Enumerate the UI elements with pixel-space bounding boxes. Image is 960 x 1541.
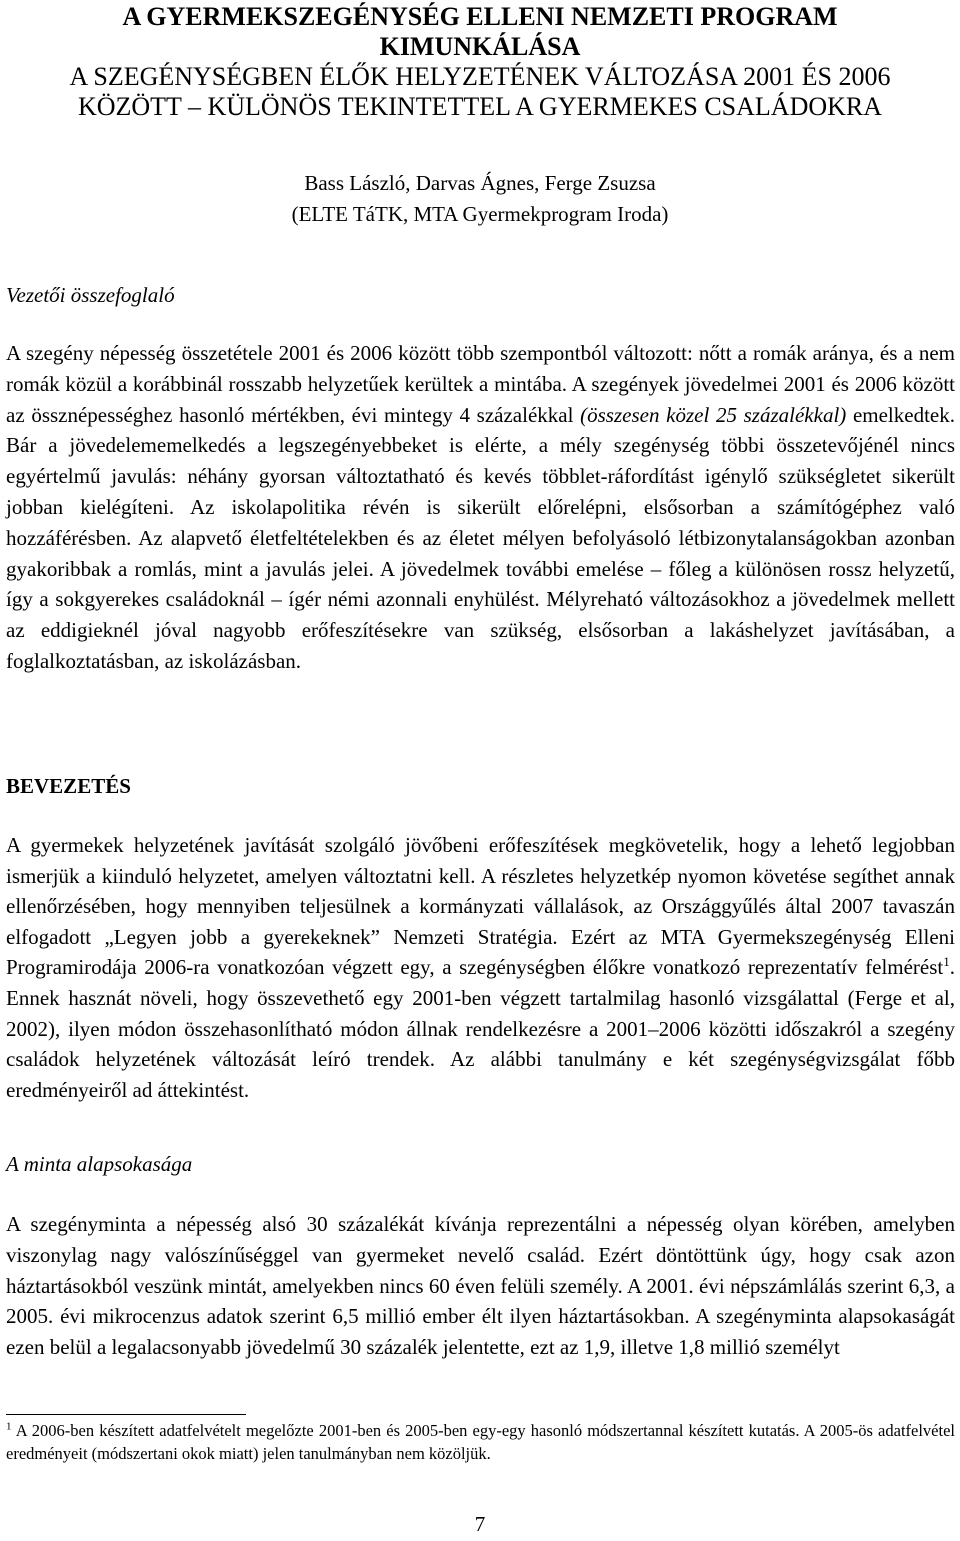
sample-paragraph: A szegényminta a népesség alsó 30 százalékát kívánja reprezentálni a népesség olyan körében, amelyben viszonylag nagy valószínűséggel van gyermeket nevelő család. Ezért döntöttünk úgy, hogy csak azon háztartásokból veszünk mintát, amelyekben nincs 60 éven felüli személy. A 2001. évi népszámlálás szerint 6,3, a 2005. évi mikrocenzus adatok szerint 6,5 millió ember élt ilyen háztartásokban. A szegényminta alapsokaságát ezen belül a legalacsonyabb jövedelmű 30 százalék jelentette, ezt az 1,9, illetve 1,8 millió személyt <box>6 1212 955 1360</box>
summary-text-a: A szegény népesség összetétele 2001 és 2006 között több szempontból változott: nőtt a romák aránya, és a nem romák közül a korábbinál rosszabb helyzetűek kerültek a mintába. A szegények jövedelmei 2001 és 2006 között az össznépességhez hasonló mértékben, évi mintegy 4 százalékkal <box>6 341 955 427</box>
footnote <box>6 1420 955 1465</box>
subtitle-line-1: A SZEGÉNYSÉGBEN ÉLŐK HELYZETÉNEK VÁLTOZÁSA 2001 ÉS 2006 <box>69 62 891 91</box>
sample-heading: A minta alapsokasága <box>6 1152 193 1176</box>
title-line-2: KIMUNKÁLÁSA <box>379 32 581 61</box>
document-title <box>0 2 960 122</box>
footnote-text: A 2006-ben készített adatfelvételt megelőzte 2001-ben és 2005-ben egy-egy hasonló módszertannal készített kutatás. A 2005-ös adatfelvétel eredményeit (módszertani okok miatt) jelen tanulmányban nem közöljük. <box>6 1421 955 1463</box>
footnote-separator <box>6 1414 246 1415</box>
subtitle-line-2: KÖZÖTT – KÜLÖNÖS TEKINTETTEL A GYERMEKES CSALÁDOKRA <box>77 92 883 121</box>
summary-text-italic: (összesen közel 25 százalékkal) <box>580 402 847 427</box>
summary-text-b: emelkedtek. Bár a jövedelememelkedés a legszegényebbeket is elérte, a mély szegénység többi összetevőjénél nincs egyértelmű javulás: néhány gyorsan változtatható és kevés többlet-ráfordítást igénylő szükségletet sikerült jobban kielégíteni. Az iskolapolitika révén is sikerült előrelépni, elsősorban a számítógéphez való hozzáférésben. Az alapvető életfeltételekben és az életet mélyen befolyásoló létbizonytalanságokban azonban gyakoribbak a romlás, mint a javulás jelei. A jövedelmek további emelése – főleg a különösen rossz helyzetű, így a sokgyerekes családoknál – ígér némi azonnali enyhülést. Mélyreható változásokhoz a jövedelmek mellett az eddigieknél jóval nagyobb erőfeszítésekre van szükség, elsősorban a lakáshelyzet javításában, a foglalkoztatásban, az iskolázásban. <box>6 402 955 673</box>
footnote-mark: 1 <box>6 1420 12 1433</box>
introduction-paragraph <box>6 830 955 1105</box>
footnote-reference[interactable]: 1 <box>943 954 950 970</box>
summary-heading: Vezetői összefoglaló <box>6 283 175 307</box>
introduction-heading: BEVEZETÉS <box>6 774 131 798</box>
author-names: Bass László, Darvas Ágnes, Ferge Zsuzsa <box>304 171 656 195</box>
title-line-1: A GYERMEKSZEGÉNYSÉG ELLENI NEMZETI PROGRAM <box>122 2 838 31</box>
page-number: 7 <box>474 1512 486 1536</box>
introduction-text-b: . Ennek hasznát növeli, hogy összevethető egy 2001-ben végzett tartalmilag hasonló vizsgálattal (Ferge et al, 2002), ilyen módon összehasonlítható módon állnak rendelkezésre a 2001–2006 közötti időszakról a szegény családok helyzetének változását leíró trendek. Az alábbi tanulmány e két szegénységvizsgálat főbb eredményeiről ad áttekintést. <box>6 955 955 1102</box>
introduction-text-a: A gyermekek helyzetének javítását szolgáló jövőbeni erőfeszítések megkövetelik, hogy a lehető legjobban ismerjük a kiinduló helyzetet, amelyen változtatni kell. A részletes helyzetkép nyomon követése segíthet annak ellenőrzésében, hogy mennyiben teljesülnek a kormányzati vállalások, az Országgyűlés által 2007 tavaszán elfogadott „Legyen jobb a gyerekeknek” Nemzeti Stratégia. Ezért az MTA Gyermekszegénység Elleni Programirodája 2006-ra vonatkozóan végzett egy, a szegénységben élőkre vonatkozó reprezentatív felmérést <box>6 833 955 980</box>
author-affiliation: (ELTE TáTK, MTA Gyermekprogram Iroda) <box>291 202 669 226</box>
summary-paragraph <box>6 338 955 677</box>
author-block <box>0 168 960 230</box>
